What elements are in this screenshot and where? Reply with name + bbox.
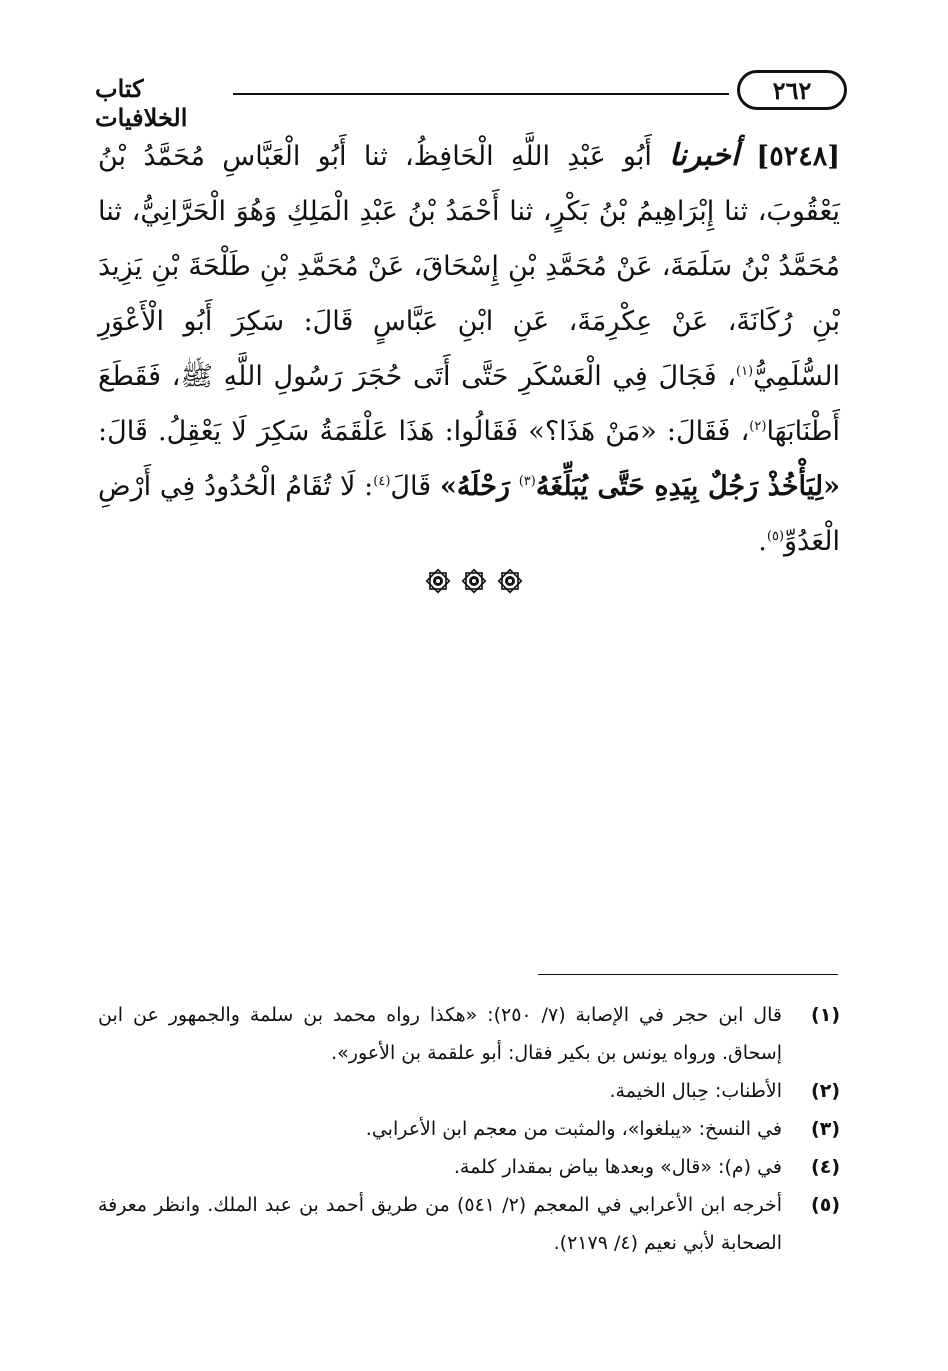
footnote-ref-3[interactable]: (٣)	[518, 474, 536, 489]
footnote-text: في (م): «قال» وبعدها بياض بمقدار كلمة.	[453, 1156, 782, 1178]
floral-star-ornament-icon	[495, 566, 525, 600]
footnote-ref-1[interactable]: (١)	[735, 364, 754, 379]
floral-star-ornament-icon	[459, 566, 489, 600]
hadith-body	[98, 128, 840, 569]
hadith-text-segment: قَالَ	[390, 471, 432, 502]
header-rule	[233, 93, 729, 95]
footnote-number: (٢)	[811, 1080, 840, 1102]
floral-star-ornament-icon	[423, 566, 453, 600]
footnote-text: الأطناب: حِبال الخيمة.	[609, 1080, 782, 1102]
running-title: كتاب الخلافيات	[95, 74, 188, 132]
footnote-text: قال ابن حجر في الإصابة (٧/ ٢٥٠): «هكذا رواه محمد بن سلمة والجمهور عن ابن إسحاق. ورواه يونس بن بكير فقال: أبو علقمة بن الأعور».	[98, 1004, 782, 1064]
hadith-paragraph	[98, 128, 840, 569]
hadith-text-segment: : لَا تُقَامُ الْحُدُودُ فِي أَرْضِ الْعَدُوِّ	[98, 471, 840, 557]
section-ornament	[0, 566, 948, 600]
footnote-number: (٣)	[811, 1118, 840, 1140]
footnote-number: (١)	[811, 1004, 840, 1026]
hadith-text-segment: أَبُو عَبْدِ اللَّهِ الْحَافِظُ، ثنا أَبُو الْعَبَّاسِ مُحَمَّدُ بْنُ يَعْقُوبَ، ثنا إِبْرَاهِيمُ بْنُ بَكْرٍ، ثنا أَحْمَدُ بْنُ عَبْدِ الْمَلِكِ وَهُوَ الْحَرَّانِيُّ، ثنا مُحَمَّدُ بْنُ سَلَمَةَ، عَنْ مُحَمَّدِ بْنِ إِسْحَاقَ، عَنْ مُحَمَّدِ بْنِ طَلْحَةَ بْنِ يَزِيدَ بْنِ رُكَانَةَ، عَنْ عِكْرِمَةَ، عَنِ ابْنِ عَبَّاسٍ قَالَ: سَكِرَ أَبُو الْأَعْوَرِ السُّلَمِيُّ	[98, 141, 840, 392]
page-number: ٢٦٢	[737, 70, 847, 110]
hadith-text-segment: ، فَقَالَ: «مَنْ هَذَا؟» فَقَالُوا: هَذَا عَلْقَمَةُ سَكِرَ لَا يَعْقِلُ. قَالَ:	[98, 416, 750, 447]
page-header	[95, 70, 847, 132]
footnotes	[98, 996, 840, 1262]
footnote-item	[98, 1110, 840, 1148]
footnote-text: أخرجه ابن الأعرابي في المعجم (٢/ ٥٤١) من طريق أحمد بن عبد الملك. وانظر معرفة الصحابة لأبي نعيم (٤/ ٢١٧٩).	[98, 1194, 782, 1254]
footnote-item	[98, 1148, 840, 1186]
footnote-separator	[538, 974, 838, 975]
footnote-ref-4[interactable]: (٤)	[373, 474, 391, 489]
footnote-text: في النسخ: «يبلغوا»، والمثبت من معجم ابن الأعرابي.	[365, 1118, 782, 1140]
footnote-item	[98, 1186, 840, 1262]
footnote-ref-5[interactable]: (٥)	[766, 529, 785, 544]
prophetic-quote-end: رَحْلَهُ»	[439, 471, 510, 502]
hadith-text-segment: .	[758, 526, 767, 557]
hadith-text-segment: ، فَجَالَ فِي الْعَسْكَرِ حَتَّى أَتَى حُجَرَ رَسُولِ اللَّهِ ﷺ، فَقَطَعَ أَطْنَابَهَا	[98, 361, 840, 447]
akhbarana-word: أخبرنا	[669, 138, 740, 173]
footnote-number: (٤)	[811, 1156, 840, 1178]
footnote-ref-2[interactable]: (٢)	[749, 419, 767, 434]
footnote-number: (٥)	[811, 1194, 840, 1216]
hadith-number: [٥٢٤٨]	[756, 141, 840, 172]
footnote-item	[98, 1072, 840, 1110]
footnote-item	[98, 996, 840, 1072]
prophetic-quote: «لِيَأْخُذْ رَجُلٌ بِيَدِهِ حَتَّى يُبَلِّغَهُ	[535, 471, 841, 502]
